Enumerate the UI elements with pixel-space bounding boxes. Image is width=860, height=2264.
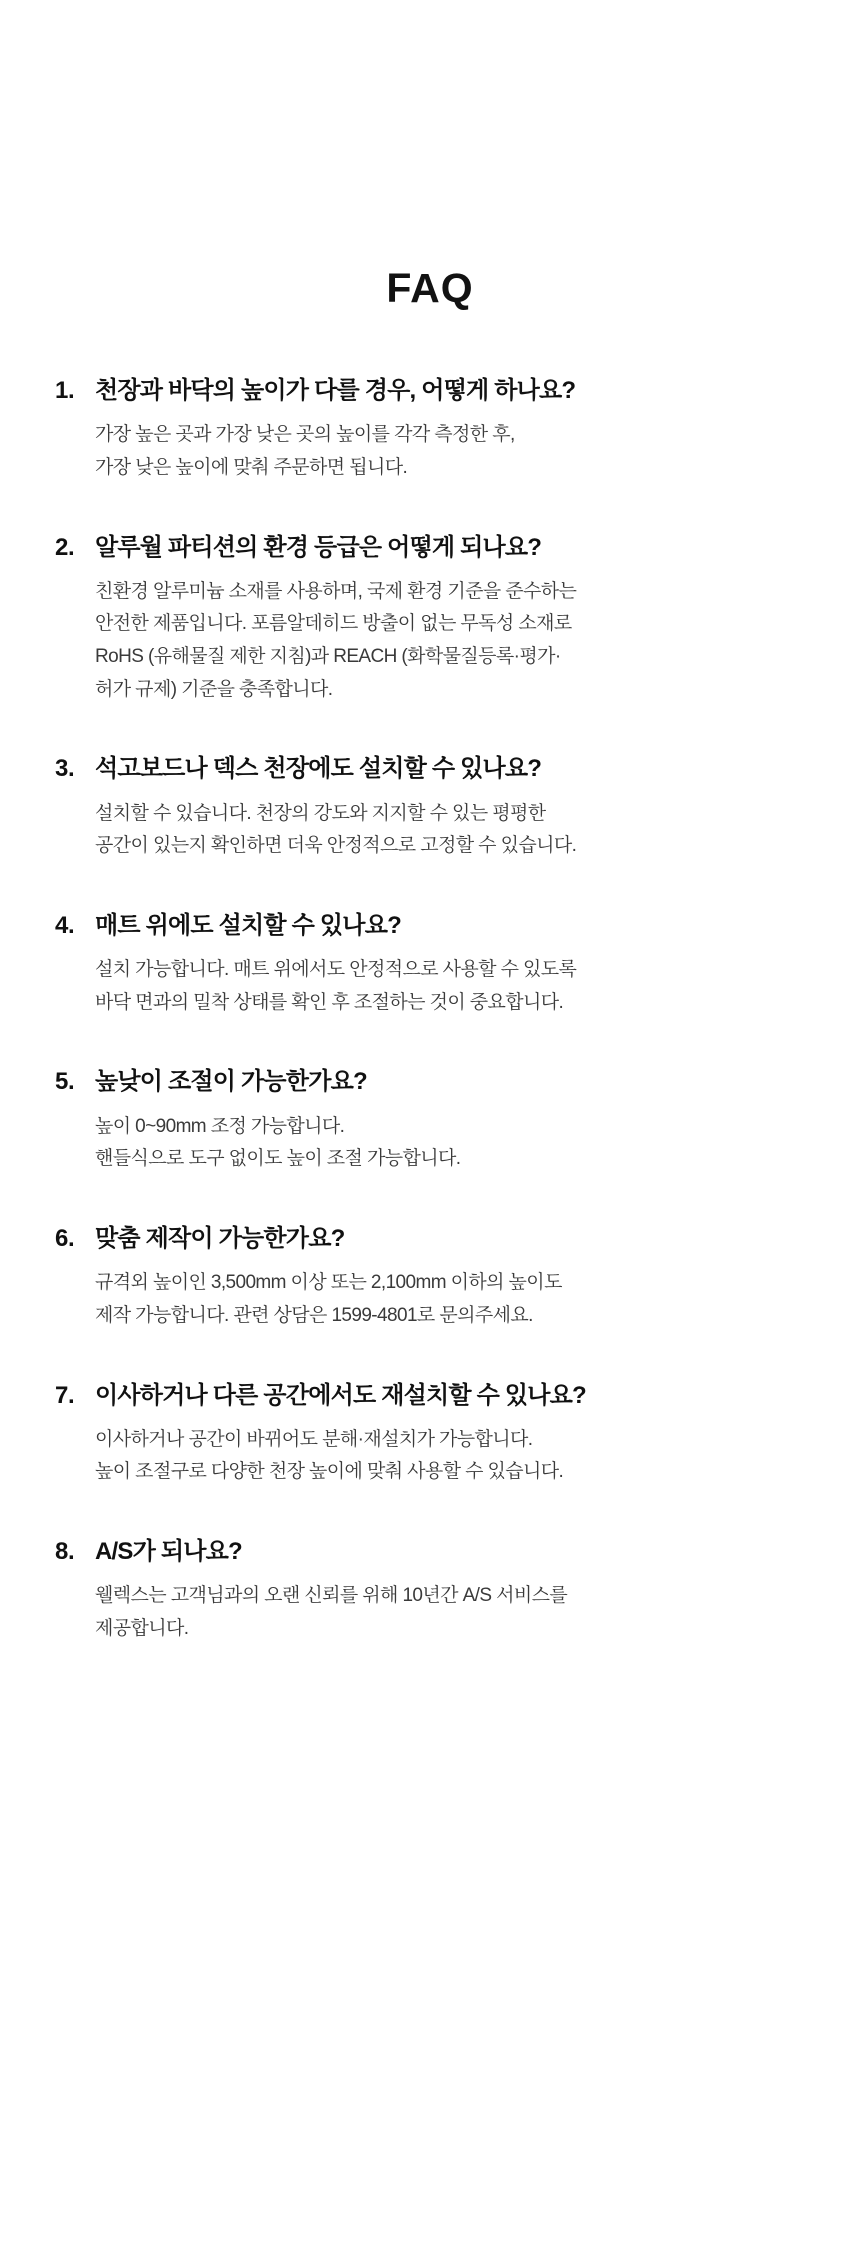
faq-question-text: 천장과 바닥의 높이가 다를 경우, 어떻게 하나요?	[95, 377, 576, 404]
faq-question-number: 5.	[55, 1068, 75, 1096]
faq-answer-line: RoHS (유해물질 제한 지침)과 REACH (화학물질등록·평가·	[95, 646, 561, 668]
faq-question-number: 7.	[55, 1381, 75, 1409]
faq-question-row	[55, 532, 805, 563]
faq-item	[55, 910, 805, 1020]
faq-question-text: 이사하거나 다른 공간에서도 재설치할 수 있나요?	[95, 1381, 586, 1409]
faq-question-row	[55, 910, 805, 941]
faq-question-row	[55, 1380, 805, 1411]
faq-answer	[95, 954, 805, 1019]
faq-answer-line: 핸들식으로 도구 없이도 높이 조절 가능합니다.	[95, 1148, 461, 1170]
faq-answer-line: 제작 가능합니다. 관련 상담은 1599-4801로 문의주세요.	[95, 1304, 533, 1326]
faq-item	[55, 1223, 805, 1333]
faq-answer-line: 공간이 있는지 확인하면 더욱 안정적으로 고정할 수 있습니다.	[95, 835, 577, 857]
faq-answer	[95, 798, 805, 863]
faq-question-number: 2.	[55, 533, 75, 561]
faq-question-row	[55, 753, 805, 784]
faq-answer	[95, 576, 805, 707]
faq-question-number: 6.	[55, 1225, 75, 1252]
faq-question-row	[55, 1223, 805, 1254]
faq-answer-line: 가장 낮은 높이에 맞춰 주문하면 됩니다.	[95, 456, 408, 478]
faq-answer	[95, 1580, 805, 1645]
faq-question-text: 석고보드나 덱스 천장에도 설치할 수 있나요?	[95, 755, 542, 783]
faq-answer-line: 설치할 수 있습니다. 천장의 강도와 지지할 수 있는 평평한	[95, 802, 546, 824]
faq-answer-line: 웰렉스는 고객님과의 오랜 신뢰를 위해 10년간 A/S 서비스를	[95, 1585, 568, 1607]
faq-question-number: 8.	[55, 1538, 75, 1566]
faq-answer-line: 규격외 높이인 3,500mm 이상 또는 2,100mm 이하의 높이도	[95, 1272, 562, 1294]
faq-list	[55, 375, 805, 1646]
faq-answer-line: 가장 높은 곳과 가장 낮은 곳의 높이를 각각 측정한 후,	[95, 424, 515, 446]
faq-answer-line: 높이 0~90mm 조정 가능합니다.	[95, 1115, 345, 1137]
faq-item	[55, 375, 805, 485]
faq-answer-line: 제공합니다.	[95, 1617, 189, 1639]
faq-item	[55, 753, 805, 863]
faq-answer-line: 이사하거나 공간이 바뀌어도 분해·재설치가 가능합니다.	[95, 1428, 533, 1450]
faq-question-row	[55, 375, 805, 406]
faq-answer	[95, 1111, 805, 1176]
faq-question-text: 맞춤 제작이 가능한가요?	[95, 1225, 345, 1252]
faq-question-number: 1.	[55, 377, 75, 404]
faq-question-row	[55, 1066, 805, 1097]
faq-question-number: 3.	[55, 755, 75, 783]
faq-item	[55, 1536, 805, 1646]
faq-item	[55, 532, 805, 707]
faq-question-text: 높낮이 조절이 가능한가요?	[95, 1068, 367, 1096]
faq-question-row	[55, 1536, 805, 1567]
faq-answer-line: 높이 조절구로 다양한 천장 높이에 맞춰 사용할 수 있습니다.	[95, 1461, 564, 1483]
faq-question-text: 알루월 파티션의 환경 등급은 어떻게 되나요?	[95, 533, 542, 561]
faq-question-text: 매트 위에도 설치할 수 있나요?	[95, 911, 401, 939]
faq-answer	[95, 419, 805, 484]
faq-item	[55, 1066, 805, 1176]
faq-answer-line: 안전한 제품입니다. 포름알데히드 방출이 없는 무독성 소재로	[95, 613, 572, 635]
faq-answer	[95, 1267, 805, 1332]
faq-answer-line: 허가 규제) 기준을 충족합니다.	[95, 678, 333, 700]
faq-item	[55, 1380, 805, 1490]
faq-question-text: A/S가 되나요?	[95, 1538, 242, 1566]
page-title: FAQ	[386, 265, 474, 311]
faq-question-number: 4.	[55, 911, 75, 939]
faq-answer-line: 친환경 알루미늄 소재를 사용하며, 국제 환경 기준을 준수하는	[95, 580, 577, 602]
faq-answer-line: 바닥 면과의 밀착 상태를 확인 후 조절하는 것이 중요합니다.	[95, 991, 564, 1013]
faq-answer	[95, 1424, 805, 1489]
faq-answer-line: 설치 가능합니다. 매트 위에서도 안정적으로 사용할 수 있도록	[95, 959, 577, 981]
